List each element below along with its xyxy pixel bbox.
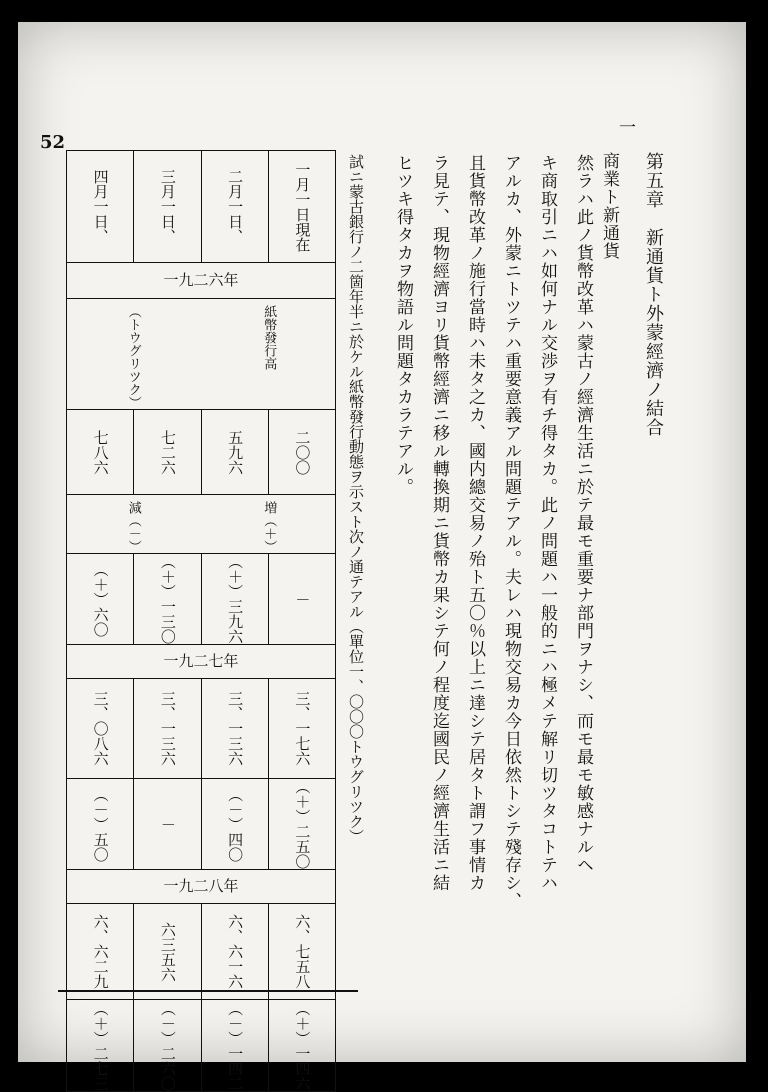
body-line: ヒツキ得タカヲ物語ル問題タカラテアル。 bbox=[393, 154, 413, 496]
table-row bbox=[67, 554, 336, 645]
table-cell bbox=[134, 410, 201, 495]
section-marker: 一 bbox=[615, 118, 635, 136]
change-value: （＋）二七三 bbox=[91, 1000, 110, 1091]
table-cell bbox=[134, 1000, 201, 1092]
table-cell bbox=[268, 779, 335, 870]
issue-value: 三、一三六 bbox=[226, 691, 245, 766]
table-cell bbox=[67, 904, 134, 1000]
row-date: 二月一日、 bbox=[226, 169, 245, 244]
body-line: ラ見テ、現物經濟ヨリ貨幣經濟ニ移ル轉換期ニ貨幣カ果シテ何ノ程度迄國民ノ經濟生活ニ結 bbox=[429, 154, 449, 892]
table-row bbox=[67, 151, 336, 263]
table-cell bbox=[67, 870, 336, 904]
change-value: （－）四〇 bbox=[226, 786, 245, 862]
table-cell bbox=[268, 151, 335, 263]
table-cell bbox=[67, 151, 134, 263]
table-cell bbox=[67, 679, 134, 779]
issue-value: 七二六 bbox=[158, 429, 177, 475]
divider bbox=[58, 990, 358, 992]
year-header: 一九二七年 bbox=[163, 652, 239, 670]
table-row bbox=[67, 1000, 336, 1092]
column-header bbox=[67, 299, 335, 409]
issue-value: 七八六 bbox=[91, 429, 110, 475]
decrease-label: 減（－） bbox=[125, 501, 141, 553]
table-row bbox=[67, 904, 336, 1000]
table-cell bbox=[201, 1000, 268, 1092]
table-cell bbox=[67, 263, 336, 299]
table-cell bbox=[268, 904, 335, 1000]
table-cell bbox=[134, 151, 201, 263]
page-number: 52 bbox=[40, 132, 66, 153]
issue-value: 六、六二九 bbox=[91, 914, 110, 989]
row-date: 三月一日、 bbox=[158, 169, 177, 244]
body-line: キ商取引ニハ如何ナル交渉ヲ有チ得タカ。此ノ問題ハ一般的ニハ極メテ解リ切ツタコトテハ bbox=[537, 154, 557, 892]
issue-value: 五九六 bbox=[226, 429, 245, 475]
table-cell bbox=[134, 904, 201, 1000]
issue-value: 三、一三六 bbox=[158, 691, 177, 766]
unit-label: （トウグリツク） bbox=[125, 305, 141, 409]
table-cell bbox=[134, 779, 201, 870]
change-value: － bbox=[158, 816, 177, 832]
table-cell bbox=[67, 299, 336, 410]
table-cell bbox=[201, 779, 268, 870]
table-row bbox=[67, 779, 336, 870]
change-value: － bbox=[293, 591, 312, 607]
year-header: 一九二六年 bbox=[163, 271, 239, 289]
table-row bbox=[67, 299, 336, 410]
table-row bbox=[67, 410, 336, 495]
change-value: （＋）一四六 bbox=[293, 1000, 312, 1091]
table-cell bbox=[268, 679, 335, 779]
chapter-title: 第五章 新通貨ト外蒙經濟ノ結合 bbox=[643, 152, 664, 437]
table-cell bbox=[268, 1000, 335, 1092]
body-line: 然ラハ此ノ貨幣改革ハ蒙古ノ經濟生活ニ於テ最モ重要ナ部門ヲナシ、而モ最モ敏感ナルヘ bbox=[573, 154, 593, 874]
change-value: （＋）一三〇 bbox=[158, 554, 177, 644]
document-page bbox=[18, 22, 746, 1091]
table-cell bbox=[67, 410, 134, 495]
change-value: （－）一四二 bbox=[226, 1000, 245, 1091]
change-value: （－）五〇 bbox=[91, 786, 110, 862]
change-value: （－）二六〇 bbox=[158, 1000, 177, 1091]
issue-value: 六三五六 bbox=[158, 921, 177, 982]
increase-label: 増（＋） bbox=[261, 501, 277, 553]
table-cell bbox=[67, 1000, 134, 1092]
issue-value: 二〇〇 bbox=[293, 429, 312, 475]
change-value: （＋）三九六 bbox=[226, 554, 245, 644]
table-cell bbox=[201, 554, 268, 645]
table-cell bbox=[67, 779, 134, 870]
table-cell bbox=[201, 679, 268, 779]
banknote-issue-table bbox=[66, 150, 336, 1092]
table-cell bbox=[201, 904, 268, 1000]
table-row bbox=[67, 679, 336, 779]
column-header bbox=[67, 495, 335, 553]
table-row bbox=[67, 645, 336, 679]
table-row bbox=[67, 870, 336, 904]
table-cell bbox=[268, 410, 335, 495]
row-date: 四月一日、 bbox=[91, 169, 110, 244]
change-value: （＋）二五〇 bbox=[293, 779, 312, 869]
issue-value: 六、六一六 bbox=[226, 914, 245, 989]
table-cell bbox=[134, 554, 201, 645]
table-cell bbox=[134, 679, 201, 779]
issue-value: 六、七五八 bbox=[293, 914, 312, 989]
body-line: 試ニ蒙古銀行ノ二箇年半ニ於ケル紙幣發行動態ヲ示スト次ノ通テアル（單位一、〇〇〇トウグリツク） bbox=[347, 154, 365, 844]
table-cell bbox=[67, 554, 134, 645]
issue-label: 紙幣發行高 bbox=[261, 305, 277, 370]
body-line: 且貨幣改革ノ施行當時ハ未タ之カ、國内總交易ノ殆ト五〇％以上ニ達シテ居タト謂フ事情カ bbox=[465, 154, 485, 892]
table-cell bbox=[67, 495, 336, 554]
table-cell bbox=[268, 554, 335, 645]
issue-value: 三、一七六 bbox=[293, 691, 312, 766]
table-cell bbox=[201, 151, 268, 263]
table-row bbox=[67, 495, 336, 554]
table-row bbox=[67, 263, 336, 299]
table-cell bbox=[67, 645, 336, 679]
subheading: 商業ト新通貨 bbox=[599, 152, 619, 260]
table-cell bbox=[201, 410, 268, 495]
body-line: アルカ、外蒙ニトツテハ重要意義アル問題テアル。夫レハ現物交易カ今日依然トシテ殘存シ、 bbox=[501, 154, 521, 910]
row-date: 一月一日現在 bbox=[293, 161, 312, 252]
issue-value: 三、〇八六 bbox=[91, 691, 110, 766]
year-header: 一九二八年 bbox=[163, 877, 239, 895]
change-value: （＋）六〇 bbox=[91, 561, 110, 637]
